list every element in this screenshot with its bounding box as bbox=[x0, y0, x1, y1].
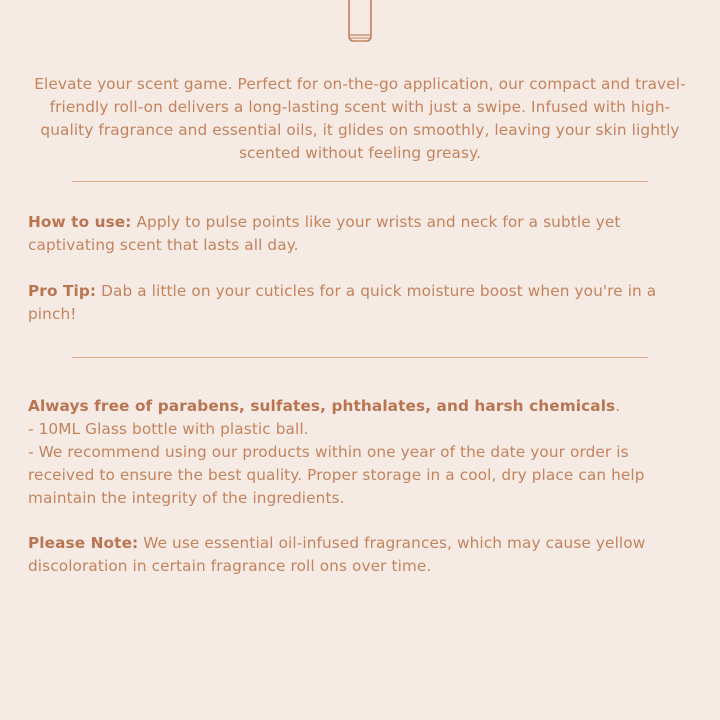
pro-tip-text: Dab a little on your cuticles for a quick moisture boost when you're in a pinch! bbox=[28, 282, 657, 323]
shelf-life-line: - We recommend using our products within one year of the date your order is received to ensure the best quality. Proper storage in a cool, dry place can help maintain the integrity of the ingredients. bbox=[28, 443, 645, 507]
bottle-spec-line: - 10ML Glass bottle with plastic ball. bbox=[28, 420, 309, 438]
free-of-suffix: . bbox=[615, 397, 621, 415]
free-of-label: Always free of parabens, sulfates, phthalates, and harsh chemicals bbox=[28, 397, 616, 415]
free-of-line bbox=[28, 395, 692, 418]
please-note-label: Please Note: bbox=[28, 534, 139, 552]
how-to-use-label: How to use: bbox=[28, 213, 132, 231]
ingredients-section bbox=[28, 395, 692, 510]
please-note-paragraph bbox=[28, 532, 692, 578]
pro-tip-label: Pro Tip: bbox=[28, 282, 97, 300]
divider-top bbox=[72, 181, 648, 182]
please-note-text: We use essential oil-infused fragrances, which may cause yellow discoloration in certain fragrance roll ons over time. bbox=[28, 534, 646, 575]
product-description: Elevate your scent game. Perfect for on-the-go application, our compact and travel-friendly roll-on delivers a long-lasting scent with just a swipe. Infused with high-quality fragrance and essential oils, it glides on smoothly, leaving your skin lightly scented without feeling greasy. bbox=[34, 75, 686, 162]
pro-tip-paragraph bbox=[28, 280, 692, 326]
how-to-use-paragraph bbox=[28, 211, 692, 257]
roll-on-bottle-icon bbox=[345, 0, 375, 44]
divider-bottom bbox=[72, 357, 648, 358]
how-to-use-text: Apply to pulse points like your wrists and neck for a subtle yet captivating scent that lasts all day. bbox=[28, 213, 621, 254]
